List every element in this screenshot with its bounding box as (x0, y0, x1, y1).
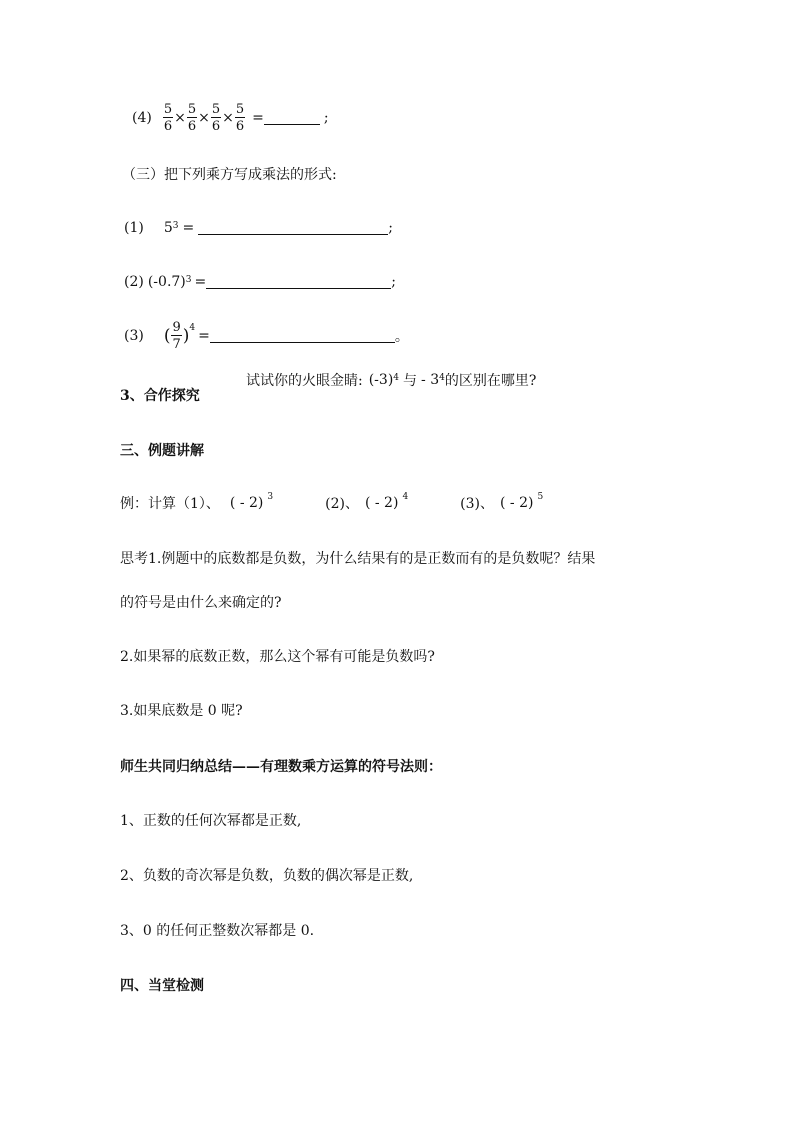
equals-sign: = (198, 328, 210, 344)
answer-blank[interactable] (264, 123, 320, 125)
times-sign: × (198, 110, 210, 126)
summary-title: 师生共同归纳总结——有理数乘方运算的符号法则： (120, 759, 442, 775)
exponent: 3 (185, 275, 192, 285)
exponent: 3 (172, 221, 179, 231)
equals-sign: = (194, 274, 207, 290)
think-question-2: 2.如果幂的底数正数，那么这个幂有可能是负数吗? (120, 649, 435, 665)
power-base: - 3 (421, 372, 440, 388)
exponent: 4 (439, 373, 445, 383)
exercise-1 (124, 220, 393, 236)
rule-3: 3、0 的任何正整数次幂都是 0. (120, 923, 315, 939)
compare-suffix: 的区别在哪里? (444, 373, 537, 389)
item-number: (4) (132, 110, 152, 126)
think-question-1: 思考1.例题中的底数都是负数，为什么结果有的是正数而有的是负数呢？结果 (120, 551, 596, 567)
period: 。 (394, 329, 409, 345)
power-base: (-3) (368, 372, 394, 388)
example-label: (2)、 (325, 496, 359, 512)
rule-2: 2、负数的奇次幂是负数，负数的偶次幂是正数, (120, 868, 414, 884)
example-line (120, 493, 543, 513)
equals-sign: = (182, 220, 195, 236)
exponent: 5 (537, 492, 544, 502)
power-base: ( - 2) (229, 495, 264, 511)
equals-sign: = (252, 110, 264, 126)
exponent: 4 (402, 492, 409, 502)
semicolon: ; (391, 274, 396, 290)
paren-left: ( (163, 326, 171, 346)
exponent: 3 (267, 492, 274, 502)
item-number: (3) (124, 328, 144, 344)
fraction: $\frac{9}{7}$ (172, 320, 181, 352)
think-question-3: 3.如果底数是 0 呢? (120, 703, 243, 719)
fraction: $\frac{5}{6}$ (163, 102, 173, 134)
power-base: 5 (163, 220, 173, 236)
power-base: (-0.7) (147, 274, 186, 290)
rule-1: 1、正数的任何次幂都是正数, (120, 813, 302, 829)
fraction: $\frac{5}{6}$ (187, 102, 197, 134)
compare-connector: 与 (403, 373, 418, 389)
exercise-3 (124, 316, 409, 356)
times-sign: × (222, 110, 234, 126)
paren-right: ) (182, 326, 190, 346)
exponent: 4 (393, 373, 400, 383)
answer-blank[interactable] (210, 341, 395, 343)
example-label: (3)、 (460, 496, 495, 512)
item-number: (1) (124, 220, 144, 236)
heading-cooperative-inquiry: 3、合作探究 (120, 388, 200, 404)
heading-example-explanation: 三、例题讲解 (120, 443, 204, 459)
compare-question (246, 370, 536, 390)
item-number: (2) (124, 274, 144, 290)
semicolon: ; (323, 110, 329, 126)
fraction: $\frac{5}{6}$ (211, 102, 221, 134)
exercise-2 (124, 274, 396, 290)
power-base: ( - 2) (500, 495, 534, 511)
compare-prefix: 试试你的火眼金睛: (246, 373, 363, 389)
times-sign: × (174, 110, 186, 126)
think-question-1-continued: 的符号是由什么来确定的? (120, 595, 282, 611)
fraction: $\frac{5}{6}$ (235, 102, 245, 134)
item-4 (132, 100, 329, 136)
answer-blank[interactable] (206, 287, 391, 289)
heading-classroom-check: 四、当堂检测 (120, 978, 204, 994)
semicolon: ; (388, 220, 393, 236)
example-prefix: 例：计算（1）、 (120, 496, 220, 512)
exponent: 4 (189, 323, 196, 333)
power-base: ( - 2) (364, 495, 399, 511)
answer-blank[interactable] (198, 233, 388, 235)
section-three-title: （三）把下列乘方写成乘法的形式: (122, 167, 337, 183)
